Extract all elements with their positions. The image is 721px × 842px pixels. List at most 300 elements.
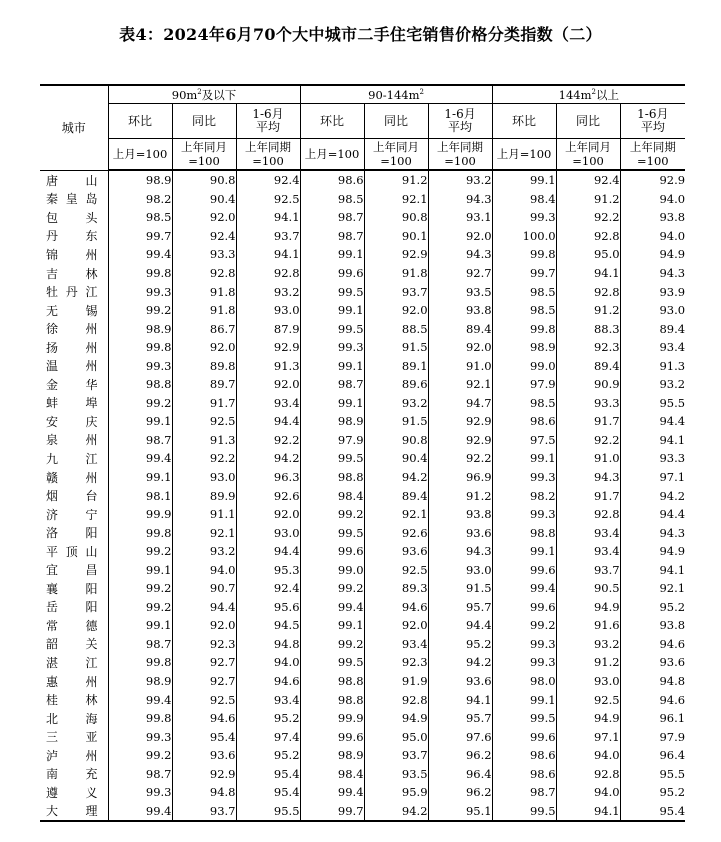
- index-value: 94.2: [364, 802, 428, 822]
- index-value: 92.3: [364, 653, 428, 672]
- index-value: 98.5: [492, 394, 556, 413]
- column-base-label: 上月=100: [108, 139, 172, 171]
- index-value: 94.2: [659, 488, 686, 503]
- index-value: 91.1: [172, 505, 236, 524]
- table-row: [40, 653, 685, 672]
- index-value: 92.4: [172, 227, 236, 246]
- index-value: 92.5: [236, 190, 300, 209]
- index-value: 93.0: [236, 301, 300, 320]
- index-value: 92.7: [172, 653, 236, 672]
- column-subheader: 环比: [108, 104, 172, 139]
- index-value: 95.4: [620, 802, 685, 822]
- index-value: 99.2: [108, 598, 172, 617]
- index-value: 92.1: [364, 190, 428, 209]
- index-value: 99.8: [108, 523, 172, 542]
- index-value: 97.6: [428, 727, 492, 746]
- table-row: [40, 170, 685, 190]
- table-row: [40, 245, 685, 264]
- index-value: 94.1: [556, 264, 620, 283]
- column-subheader: 环比: [492, 104, 556, 139]
- city-name: 吉 林: [40, 264, 108, 283]
- table-row: [40, 746, 685, 765]
- index-value: 92.4: [236, 170, 300, 190]
- index-value: 91.9: [364, 672, 428, 691]
- index-value: 94.1: [659, 432, 686, 447]
- index-value: 92.6: [364, 523, 428, 542]
- table-row: [40, 523, 685, 542]
- city-name: 牡 丹 江: [40, 282, 108, 301]
- index-value: 92.9: [172, 765, 236, 784]
- index-value: 94.9: [556, 598, 620, 617]
- city-name: 烟 台: [40, 486, 108, 505]
- index-value: 99.1: [108, 616, 172, 635]
- table-row: [40, 338, 685, 357]
- index-value: 99.6: [300, 542, 364, 561]
- index-value: 91.2: [556, 301, 620, 320]
- index-value: 92.8: [172, 264, 236, 283]
- index-value: 94.1: [428, 690, 492, 709]
- column-subheader: 同比: [172, 104, 236, 139]
- index-value: 95.2: [659, 785, 686, 800]
- table-row: [40, 690, 685, 709]
- index-value: 92.5: [172, 690, 236, 709]
- index-value: 95.7: [428, 598, 492, 617]
- index-value: 93.4: [364, 635, 428, 654]
- index-value: 93.2: [556, 635, 620, 654]
- city-name: 九 江: [40, 449, 108, 468]
- index-value: 95.9: [364, 783, 428, 802]
- index-value: 94.5: [236, 616, 300, 635]
- index-value: 98.5: [492, 301, 556, 320]
- index-value: 88.5: [364, 319, 428, 338]
- city-name: 赣 州: [40, 468, 108, 487]
- index-value: 99.1: [492, 690, 556, 709]
- table-row: [40, 542, 685, 561]
- city-name: 徐 州: [40, 319, 108, 338]
- index-value: 92.0: [172, 208, 236, 227]
- index-value: 96.1: [659, 711, 686, 726]
- index-value: 98.5: [300, 190, 364, 209]
- index-value: 93.7: [172, 802, 236, 822]
- index-value: 98.2: [492, 486, 556, 505]
- index-value: 94.6: [364, 598, 428, 617]
- index-value: 99.5: [300, 319, 364, 338]
- index-value: 91.0: [556, 449, 620, 468]
- index-value: 92.0: [236, 505, 300, 524]
- index-value: 92.7: [172, 672, 236, 691]
- table-row: [40, 635, 685, 654]
- index-value: 94.6: [659, 636, 686, 651]
- city-name: 唐 山: [40, 170, 108, 190]
- index-value: 90.8: [172, 170, 236, 190]
- index-value: 92.2: [556, 208, 620, 227]
- index-value: 98.8: [300, 690, 364, 709]
- column-subheader: 同比: [556, 104, 620, 139]
- index-value: 99.4: [108, 449, 172, 468]
- index-value: 94.3: [428, 190, 492, 209]
- index-value: 92.1: [428, 375, 492, 394]
- index-value: 99.5: [300, 282, 364, 301]
- index-value: 89.7: [172, 375, 236, 394]
- index-value: 92.3: [172, 635, 236, 654]
- index-value: 98.6: [492, 412, 556, 431]
- index-value: 92.1: [659, 581, 686, 596]
- table-row: [40, 227, 685, 246]
- index-value: 99.0: [300, 560, 364, 579]
- index-value: 98.8: [300, 672, 364, 691]
- index-value: 94.4: [172, 598, 236, 617]
- index-value: 95.2: [428, 635, 492, 654]
- index-value: 99.7: [492, 264, 556, 283]
- index-value: 93.3: [556, 394, 620, 413]
- index-value: 95.5: [659, 766, 686, 781]
- index-value: 92.9: [236, 338, 300, 357]
- price-index-table: [40, 84, 685, 822]
- index-value: 98.7: [108, 765, 172, 784]
- index-value: 99.4: [108, 690, 172, 709]
- index-value: 93.0: [172, 468, 236, 487]
- index-value: 94.4: [428, 616, 492, 635]
- column-base-label: 上月=100: [300, 139, 364, 171]
- index-value: 89.9: [172, 486, 236, 505]
- index-value: 94.3: [659, 525, 686, 540]
- index-value: 92.1: [364, 505, 428, 524]
- index-value: 91.2: [556, 653, 620, 672]
- index-value: 92.2: [556, 431, 620, 450]
- index-value: 92.0: [364, 616, 428, 635]
- table-row: [40, 672, 685, 691]
- index-value: 88.3: [556, 319, 620, 338]
- index-value: 92.4: [556, 170, 620, 190]
- index-value: 96.9: [428, 468, 492, 487]
- index-value: 98.7: [300, 227, 364, 246]
- index-value: 92.0: [172, 616, 236, 635]
- city-name: 济 宁: [40, 505, 108, 524]
- index-value: 97.4: [236, 727, 300, 746]
- city-name: 泸 州: [40, 746, 108, 765]
- index-value: 99.1: [108, 560, 172, 579]
- index-value: 92.8: [236, 264, 300, 283]
- index-value: 99.1: [492, 542, 556, 561]
- index-value: 89.4: [364, 486, 428, 505]
- index-value: 94.7: [428, 394, 492, 413]
- index-value: 98.1: [108, 486, 172, 505]
- group-header-small: $90m^2$及以下: [108, 85, 300, 104]
- index-value: 89.3: [364, 579, 428, 598]
- index-value: 91.7: [556, 486, 620, 505]
- table-row: [40, 190, 685, 209]
- index-value: 99.3: [108, 282, 172, 301]
- index-value: 93.7: [236, 227, 300, 246]
- city-name: 无 锡: [40, 301, 108, 320]
- index-value: 99.5: [492, 709, 556, 728]
- index-value: 97.9: [659, 729, 686, 744]
- table-row: [40, 449, 685, 468]
- index-value: 99.2: [300, 579, 364, 598]
- index-value: 94.3: [428, 542, 492, 561]
- index-value: 93.7: [364, 746, 428, 765]
- index-value: 98.6: [492, 765, 556, 784]
- index-value: 99.2: [492, 616, 556, 635]
- index-value: 94.0: [556, 783, 620, 802]
- index-value: 93.2: [428, 170, 492, 190]
- city-name: 南 充: [40, 765, 108, 784]
- index-value: 91.2: [556, 190, 620, 209]
- table-row: [40, 319, 685, 338]
- city-name: 大 理: [40, 802, 108, 822]
- index-value: 93.1: [428, 208, 492, 227]
- index-value: 91.3: [659, 358, 686, 373]
- index-value: 89.8: [172, 356, 236, 375]
- index-value: 99.1: [300, 616, 364, 635]
- index-value: 93.6: [172, 746, 236, 765]
- index-value: 94.9: [364, 709, 428, 728]
- index-value: 99.8: [108, 338, 172, 357]
- index-value: 92.8: [556, 505, 620, 524]
- table-row: [40, 412, 685, 431]
- column-base-label: 上年同月 =100: [556, 139, 620, 171]
- index-value: 99.1: [300, 394, 364, 413]
- index-value: 93.4: [236, 690, 300, 709]
- index-value: 95.2: [236, 746, 300, 765]
- index-value: 92.5: [364, 560, 428, 579]
- index-value: 92.1: [172, 523, 236, 542]
- index-value: 99.1: [300, 356, 364, 375]
- city-name: 金 华: [40, 375, 108, 394]
- city-header: 城市: [40, 85, 108, 170]
- index-value: 92.8: [556, 282, 620, 301]
- index-value: 93.8: [428, 301, 492, 320]
- index-value: 99.2: [108, 394, 172, 413]
- index-value: 91.8: [364, 264, 428, 283]
- city-name: 遵 义: [40, 783, 108, 802]
- table-row: [40, 356, 685, 375]
- index-value: 99.3: [492, 505, 556, 524]
- table-row: [40, 208, 685, 227]
- index-value: 93.4: [659, 340, 686, 355]
- index-value: 99.8: [492, 245, 556, 264]
- index-value: 91.7: [172, 394, 236, 413]
- index-value: 98.9: [108, 672, 172, 691]
- index-value: 91.3: [172, 431, 236, 450]
- index-value: 94.9: [556, 709, 620, 728]
- index-value: 99.3: [300, 338, 364, 357]
- index-value: 90.7: [172, 579, 236, 598]
- table-row: [40, 505, 685, 524]
- index-value: 86.7: [172, 319, 236, 338]
- index-value: 99.1: [492, 170, 556, 190]
- index-value: 89.4: [556, 356, 620, 375]
- index-value: 98.7: [108, 431, 172, 450]
- index-value: 99.2: [108, 301, 172, 320]
- index-value: 92.9: [659, 173, 686, 188]
- column-base-label: 上年同期 =100: [236, 139, 300, 171]
- index-value: 95.5: [659, 395, 686, 410]
- index-value: 94.3: [556, 468, 620, 487]
- index-value: 99.7: [300, 802, 364, 822]
- city-name: 平 顶 山: [40, 542, 108, 561]
- index-value: 93.5: [428, 282, 492, 301]
- index-value: 93.6: [428, 523, 492, 542]
- index-value: 98.8: [300, 468, 364, 487]
- index-value: 99.2: [108, 579, 172, 598]
- index-value: 97.9: [492, 375, 556, 394]
- index-value: 92.0: [428, 227, 492, 246]
- index-value: 98.8: [492, 523, 556, 542]
- index-value: 89.4: [659, 321, 686, 336]
- column-subheader: 1-6月 平均: [428, 104, 492, 139]
- index-value: 94.1: [236, 208, 300, 227]
- index-value: 95.1: [428, 802, 492, 822]
- index-value: 99.3: [108, 783, 172, 802]
- index-value: 99.3: [492, 653, 556, 672]
- index-value: 90.9: [556, 375, 620, 394]
- table-row: [40, 468, 685, 487]
- index-value: 98.6: [300, 170, 364, 190]
- city-name: 扬 州: [40, 338, 108, 357]
- index-value: 99.4: [108, 245, 172, 264]
- index-value: 90.1: [364, 227, 428, 246]
- index-value: 94.2: [364, 468, 428, 487]
- index-value: 95.7: [428, 709, 492, 728]
- column-base-label: 上月=100: [492, 139, 556, 171]
- index-value: 94.2: [428, 653, 492, 672]
- index-value: 99.7: [108, 227, 172, 246]
- index-value: 93.0: [556, 672, 620, 691]
- index-value: 92.0: [236, 375, 300, 394]
- index-value: 93.0: [659, 303, 686, 318]
- index-value: 97.1: [556, 727, 620, 746]
- index-value: 92.7: [428, 264, 492, 283]
- index-value: 93.7: [364, 282, 428, 301]
- index-value: 93.2: [236, 282, 300, 301]
- index-value: 93.7: [556, 560, 620, 579]
- index-value: 100.0: [492, 227, 556, 246]
- index-value: 98.9: [300, 412, 364, 431]
- column-subheader: 同比: [364, 104, 428, 139]
- index-value: 96.4: [428, 765, 492, 784]
- city-name: 安 庆: [40, 412, 108, 431]
- table-row: [40, 709, 685, 728]
- index-value: 99.1: [108, 412, 172, 431]
- column-subheader: 环比: [300, 104, 364, 139]
- index-value: 99.4: [300, 783, 364, 802]
- index-value: 93.4: [236, 394, 300, 413]
- index-value: 99.5: [492, 802, 556, 822]
- index-value: 93.0: [428, 560, 492, 579]
- city-name: 宜 昌: [40, 560, 108, 579]
- index-value: 96.2: [428, 783, 492, 802]
- index-value: 99.3: [492, 635, 556, 654]
- index-value: 91.0: [428, 356, 492, 375]
- table-row: [40, 579, 685, 598]
- index-value: 99.8: [492, 319, 556, 338]
- index-value: 99.1: [300, 301, 364, 320]
- index-value: 94.3: [428, 245, 492, 264]
- group-header-medium: $90-144m^2$: [300, 85, 492, 104]
- index-value: 89.1: [364, 356, 428, 375]
- index-value: 93.6: [364, 542, 428, 561]
- table-row: [40, 765, 685, 784]
- index-value: 99.3: [492, 468, 556, 487]
- index-value: 93.6: [659, 655, 686, 670]
- index-value: 96.4: [659, 748, 686, 763]
- index-value: 99.8: [108, 653, 172, 672]
- index-value: 94.1: [659, 562, 686, 577]
- index-value: 95.5: [236, 802, 300, 822]
- index-value: 99.6: [492, 560, 556, 579]
- index-value: 98.6: [492, 746, 556, 765]
- column-base-label: 上年同月 =100: [364, 139, 428, 171]
- index-value: 92.2: [236, 431, 300, 450]
- index-value: 94.4: [659, 414, 686, 429]
- index-value: 96.3: [236, 468, 300, 487]
- index-value: 90.8: [364, 431, 428, 450]
- index-value: 98.4: [300, 486, 364, 505]
- index-value: 98.0: [492, 672, 556, 691]
- index-value: 95.3: [236, 560, 300, 579]
- index-value: 99.3: [492, 208, 556, 227]
- index-value: 94.8: [172, 783, 236, 802]
- city-name: 岳 阳: [40, 598, 108, 617]
- index-value: 99.9: [108, 505, 172, 524]
- table-row: [40, 264, 685, 283]
- index-value: 99.2: [300, 635, 364, 654]
- index-value: 97.5: [492, 431, 556, 450]
- index-value: 94.4: [236, 412, 300, 431]
- index-value: 93.4: [556, 523, 620, 542]
- index-value: 98.9: [492, 338, 556, 357]
- index-value: 95.2: [659, 599, 686, 614]
- index-value: 94.4: [236, 542, 300, 561]
- index-value: 99.5: [300, 653, 364, 672]
- column-subheader: 1-6月 平均: [236, 104, 300, 139]
- city-name: 常 德: [40, 616, 108, 635]
- index-value: 99.4: [108, 802, 172, 822]
- index-value: 94.0: [236, 653, 300, 672]
- index-value: 95.0: [556, 245, 620, 264]
- index-value: 98.7: [492, 783, 556, 802]
- index-value: 95.6: [236, 598, 300, 617]
- index-value: 99.6: [300, 264, 364, 283]
- city-name: 秦 皇 岛: [40, 190, 108, 209]
- index-value: 94.8: [659, 674, 686, 689]
- index-value: 95.2: [236, 709, 300, 728]
- index-value: 95.4: [172, 727, 236, 746]
- index-value: 98.7: [108, 635, 172, 654]
- index-value: 98.9: [300, 746, 364, 765]
- index-value: 90.4: [364, 449, 428, 468]
- index-value: 94.4: [659, 507, 686, 522]
- index-value: 94.6: [236, 672, 300, 691]
- index-value: 99.4: [492, 579, 556, 598]
- index-value: 92.9: [428, 431, 492, 450]
- index-value: 94.1: [236, 245, 300, 264]
- index-value: 99.5: [300, 523, 364, 542]
- index-value: 94.0: [172, 560, 236, 579]
- index-value: 99.1: [108, 468, 172, 487]
- city-name: 丹 东: [40, 227, 108, 246]
- index-value: 94.2: [236, 449, 300, 468]
- index-value: 92.4: [236, 579, 300, 598]
- index-value: 93.2: [364, 394, 428, 413]
- index-value: 89.6: [364, 375, 428, 394]
- index-value: 99.1: [492, 449, 556, 468]
- index-value: 99.6: [492, 727, 556, 746]
- page-title: 表4：2024年6月70个大中城市二手住宅销售价格分类指数（二）: [119, 25, 602, 44]
- city-name: 包 头: [40, 208, 108, 227]
- index-value: 99.8: [108, 264, 172, 283]
